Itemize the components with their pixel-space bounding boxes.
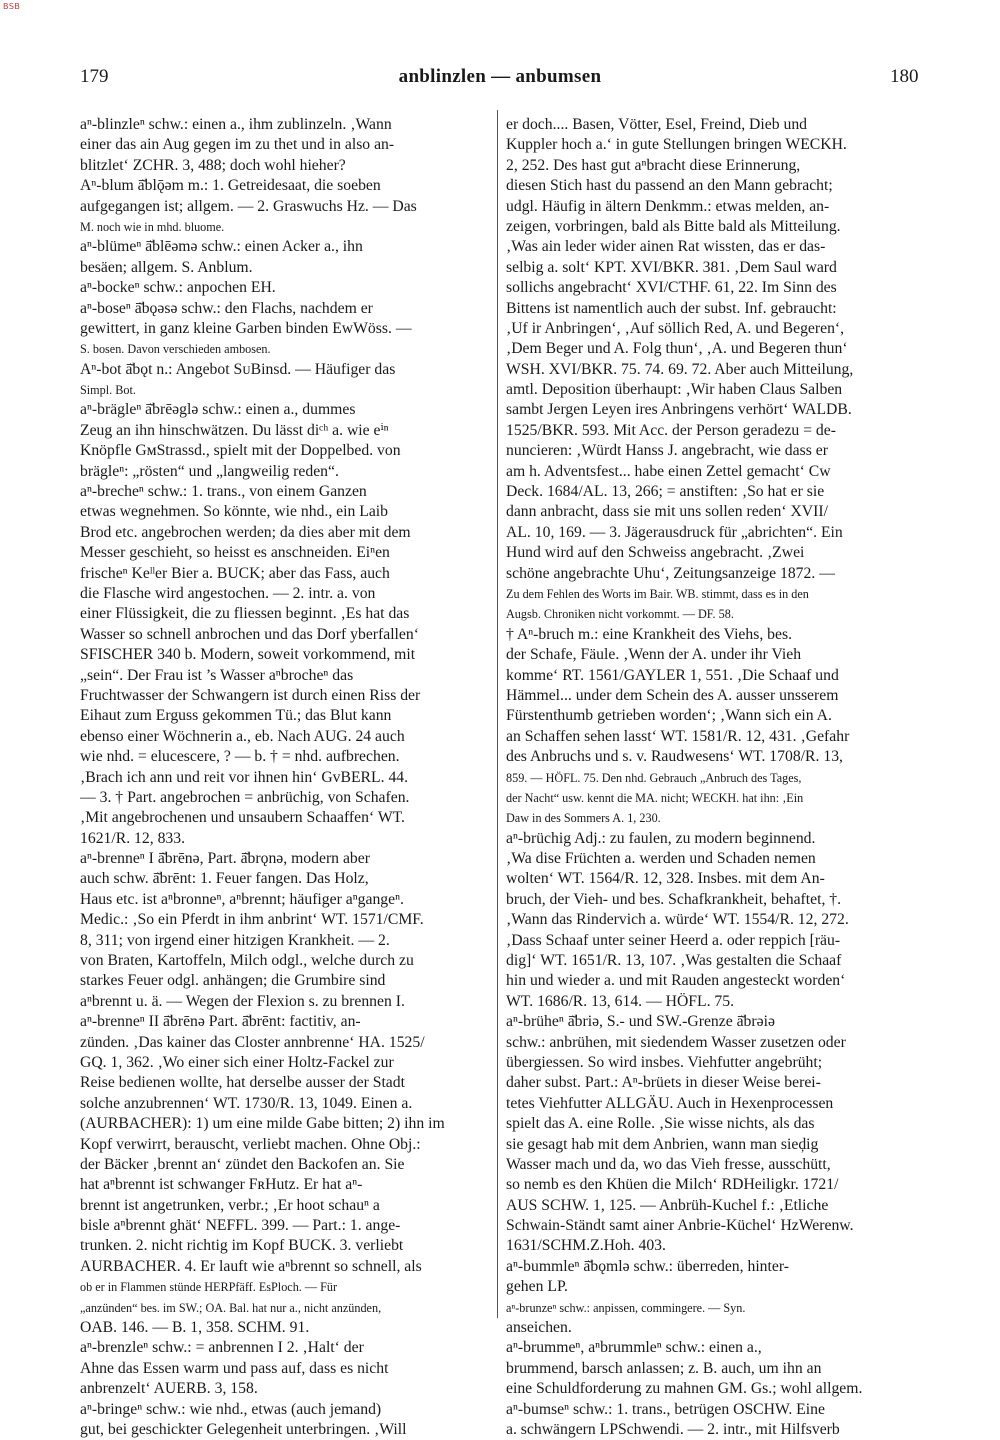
text-line: ‚Brach ich ann und reit vor ihnen hin‘ GvBERL. 44. xyxy=(80,768,409,786)
text-line: aⁿ-brüchig Adj.: zu faulen, zu modern beginnend. xyxy=(506,829,816,847)
text-line: blitzlet‘ ZCHR. 3, 488; doch wohl hieher? xyxy=(80,156,346,174)
text-line: M. noch wie in mhd. bluome. xyxy=(80,219,225,234)
text-line: schöne angebrachte Uhu‘, Zeitungsanzeige 1872. — xyxy=(506,564,835,582)
running-head: anblinzlen — anbumsen xyxy=(398,66,602,87)
text-line: Hämmel... under dem Schein des A. ausser unsserem xyxy=(506,686,839,704)
text-line: GQ. 1, 362. ‚Wo einer sich einer Holtz-Fackel zur xyxy=(80,1053,394,1071)
text-line: brägleⁿ: „rösten“ und „langweilig reden“. xyxy=(80,462,339,480)
text-line: gut, bei geschickter Gelegenheit unterbringen. ‚Will xyxy=(80,1421,407,1438)
text-line: diesen Stich hast du passend an den Mann gebracht; xyxy=(506,177,833,195)
text-line: am h. Adventsfest... habe einen Zettel gemacht‘ Cw xyxy=(506,462,831,480)
text-line: eine Schuldforderung zu mahnen GM. Gs.; wohl allgem. xyxy=(506,1380,863,1398)
text-line: 8, 311; von irgend einer hitzigen Krankheit. — 2. xyxy=(80,931,390,949)
text-line: ‚Uf ir Anbringen‘, ‚Auf söllich Red, A. und Begeren‘, xyxy=(506,319,845,337)
text-line: AUS SCHW. 1, 125. — Anbrüh-Kuchel f.: ‚Etliche xyxy=(506,1196,829,1214)
text-line: brennt ist angetrunken, verbr.; ‚Er hoot schauⁿ a xyxy=(80,1196,380,1214)
text-line: „anzünden“ bes. im SW.; OA. Bal. hat nur a., nicht anzünden, xyxy=(80,1300,382,1315)
text-line: aⁿ-blümeⁿ ā̆blēəmə schw.: einen Acker a., ihn xyxy=(80,238,363,256)
text-line: solche anzubrennen‘ WT. 1730/R. 13, 1049. Einen a. xyxy=(80,1094,413,1112)
column-divider xyxy=(497,110,498,1318)
text-line: Schwain-Ständt samt ainer Anbrie-Küchel‘ HzWerenw. xyxy=(506,1217,854,1235)
right-column xyxy=(506,115,922,1440)
text-line: † Aⁿ-bruch m.: eine Krankheit des Viehs, bes. xyxy=(506,625,793,643)
text-line: anbrenzelt‘ AUERB. 3, 158. xyxy=(80,1380,258,1398)
text-line: aⁿ-brunzeⁿ schw.: anpissen, commingere. — Syn. xyxy=(506,1300,746,1315)
text-line: Kopf verwirrt, berauscht, verliebt machen. Ohne Obj.: xyxy=(80,1135,421,1153)
text-line: einer Flüssigkeit, die zu fliessen beginnt. ‚Es hat das xyxy=(80,605,410,623)
text-line: bruch, der Vieh- und bes. Schafkrankheit, behaftet, †. xyxy=(506,890,842,908)
text-line: Deck. 1684/AL. 13, 266; = anstiften: ‚So hat er sie xyxy=(506,483,825,501)
text-line: trunken. 2. nicht richtig im Kopf BUCK. 3. verliebt xyxy=(80,1237,404,1255)
text-line: Simpl. Bot. xyxy=(80,383,136,398)
text-line: Zeug an ihn hinschwätzen. Du lässt diᶜʰ a. wie eⁱⁿ xyxy=(80,421,389,439)
text-line: Medic.: ‚So ein Pferdt in ihm anbrint‘ WT. 1571/CMF. xyxy=(80,911,424,929)
text-line: so nemb es den Khüen die Milch‘ RDHeiligkr. 1721/ xyxy=(506,1176,839,1194)
text-line: Hund wird auf den Schweiss angebracht. ‚Zwei xyxy=(506,544,805,562)
text-line: ‚Dass Schaaf unter seiner Heerd a. oder reppich [räu- xyxy=(506,931,841,949)
text-line: a. schwängern LPSchwendi. — 2. intr., mit Hilfsverb xyxy=(506,1421,840,1438)
text-line: etwas wegnehmen. So könnte, wie nhd., ein Laib xyxy=(80,503,389,521)
text-line: aⁿ-boseⁿ ā̆bǫəsə schw.: den Flachs, nachdem er xyxy=(80,299,373,317)
text-line: Brod etc. angebrochen werden; da dies aber mit dem xyxy=(80,523,411,541)
text-line: ebenso einer Wöchnerin a., eb. Nach AUG. 24 auch xyxy=(80,727,405,745)
left-column xyxy=(80,115,496,1440)
text-line: Wasser mach und da, wo das Vieh fresse, ausschütt, xyxy=(506,1155,831,1173)
text-line: selbig a. solt‘ KPT. XVI/BKR. 381. ‚Dem Saul ward xyxy=(506,258,837,276)
text-line: anseichen. xyxy=(506,1319,572,1337)
text-line: Knöpfle GмStrassd., spielt mit der Doppelbed. von xyxy=(80,442,401,460)
text-line: tetes Viehfutter ALLGÄU. Auch in Hexenprocessen xyxy=(506,1094,834,1112)
text-line: aⁿ-brummeⁿ, aⁿbrummleⁿ schw.: einen a., xyxy=(506,1339,762,1357)
text-line: ‚Dem Beger und A. Folg thun‘, ‚A. und Begeren thun‘ xyxy=(506,340,848,358)
text-line: wie nhd. = elucescere, ? — b. † = nhd. aufbrechen. xyxy=(80,748,400,766)
text-line: schw.: anbrühen, mit siedendem Wasser zusetzen oder xyxy=(506,1033,846,1051)
text-line: Messer geschieht, so heisst es anschneiden. Eiⁿen xyxy=(80,544,390,562)
text-line: er doch.... Basen, Vötter, Esel, Freind, Dieb und xyxy=(506,116,808,133)
text-line: — 3. † Part. angebrochen = anbrüchig, von Schafen. xyxy=(80,788,410,806)
text-line: hin und wieder a. und mit Rauden angesteckt worden‘ xyxy=(506,972,846,990)
text-line: aⁿ-brenneⁿ I ā̆brēnə, Part. ā̆brǫnə, modern aber xyxy=(80,850,370,868)
text-line: dig]‘ WT. 1651/R. 13, 107. ‚Was gestalten die Schaaf xyxy=(506,952,842,970)
text-line: hat aⁿbrennt ist schwanger FʀHutz. Er hat aⁿ- xyxy=(80,1176,363,1194)
text-line: ‚Was ain leder wider ainen Rat wissten, das er das- xyxy=(506,238,826,256)
text-line: aⁿ-brenzleⁿ schw.: = anbrennen I 2. ‚Halt‘ der xyxy=(80,1339,364,1357)
text-line: AL. 10, 169. — 3. Jägerausdruck für „abrichten“. Ein xyxy=(506,523,843,541)
text-line: Augsb. Chroniken nicht vorkommt. — DF. 58. xyxy=(506,607,734,622)
text-line: 859. — HÖFL. 75. Den nhd. Gebrauch „Anbruch des Tages, xyxy=(506,770,802,785)
text-line: udgl. Häufig in ältern Denkmm.: etwas melden, an- xyxy=(506,197,830,215)
text-line: AURBACHER. 4. Er lauft wie aⁿbrennt so schnell, als xyxy=(80,1257,422,1275)
text-line: aⁿ-brüheⁿ ā̆briə, S.- und SW.-Grenze ā̆brəiə xyxy=(506,1013,775,1031)
text-line: Zu dem Fehlen des Worts im Bair. WB. stimmt, dass es in den xyxy=(506,586,809,601)
text-line: 2, 252. Des hast gut aⁿbracht diese Erinnerung, xyxy=(506,156,801,174)
text-line: besäen; allgem. S. Anblum. xyxy=(80,258,253,276)
text-line: Fürstenthumb getrieben worden‘; ‚Wann sich ein A. xyxy=(506,707,832,725)
text-line: ‚Wa dise Früchten a. werden und Schaden nemen xyxy=(506,850,816,868)
text-line: dann anbracht, dass sie mit uns sollen reden‘ XVII/ xyxy=(506,503,828,521)
text-line: aufgegangen ist; allgem. — 2. Graswuchs Hz. — Das xyxy=(80,197,417,215)
text-line: amtl. Deposition überhaupt: ‚Wir haben Claus Salben xyxy=(506,381,843,399)
text-line: (AURBACHER): 1) um eine milde Gabe bitten; 2) ihn im xyxy=(80,1115,445,1133)
library-stamp: BSB xyxy=(3,2,21,11)
text-line: spielt das A. eine Rolle. ‚Sie wisse nichts, als das xyxy=(506,1115,815,1133)
text-line: frischeⁿ Keˡˡer Bier a. BUCK; aber das Fass, auch xyxy=(80,564,390,582)
text-line: Ahne das Essen warm und pass auf, dass es nicht xyxy=(80,1359,389,1377)
text-line: des Anbruchs und s. v. Raudwesens‘ WT. 1708/R. 13, xyxy=(506,748,843,766)
text-line: ‚Wann das Rindervich a. würde‘ WT. 1554/R. 12, 272. xyxy=(506,911,849,929)
text-line: komme‘ RT. 1561/GAYLER 1, 551. ‚Die Schaaf und xyxy=(506,666,839,684)
text-line: der Nacht“ usw. kennt die MA. nicht; WECKH. hat ihn: ‚Ein xyxy=(506,790,804,805)
text-line: 1621/R. 12, 833. xyxy=(80,829,186,847)
text-line: sie gesagt hab mit dem Anbrien, wann man sieḑig xyxy=(506,1135,819,1153)
text-line: S. bosen. Davon verschieden ambosen. xyxy=(80,342,271,357)
text-line: Wasser so schnell anbrochen und das Dorf yberfallen‘ xyxy=(80,625,419,643)
text-line: starkes Feuer odgl. anhängen; die Grumbire sind xyxy=(80,972,386,990)
text-line: sollichs angebracht‘ XVI/CTHF. 61, 22. Im Sinn des xyxy=(506,279,837,297)
text-line: WSH. XVI/BKR. 75. 74. 69. 72. Aber auch Mitteilung, xyxy=(506,360,854,378)
text-line: von Braten, Kartoffeln, Milch odgl., welche durch zu xyxy=(80,952,414,970)
text-line: aⁿ-brägleⁿ ā̆brēəglə schw.: einen a., dummes xyxy=(80,401,356,419)
text-line: Daw in des Sommers A. 1, 230. xyxy=(506,811,661,826)
text-line: zünden. ‚Das kainer das Closter annbrenne‘ HA. 1525/ xyxy=(80,1033,425,1051)
text-line: 1631/SCHM.Z.Hoh. 403. xyxy=(506,1237,666,1255)
text-line: 1525/BKR. 593. Mit Acc. der Person geradezu = de- xyxy=(506,421,836,439)
text-line: der Schafe, Fäule. ‚Wenn der A. under ihr Vieh xyxy=(506,646,802,664)
text-line: „sein“. Der Frau ist ’s Wasser aⁿbrocheⁿ das xyxy=(80,666,354,684)
text-line: aⁿ-bumseⁿ schw.: 1. trans., betrügen OSCHW. Eine xyxy=(506,1400,825,1418)
text-line: Aⁿ-blum ā̆blǭəm m.: 1. Getreidesaat, die soeben xyxy=(80,177,381,195)
text-line: Kuppler hoch a.‘ in gute Stellungen bringen WECKH. xyxy=(506,136,847,154)
text-line: übergiessen. So wird insbes. Viehfutter angebrüht; xyxy=(506,1053,823,1071)
text-line: aⁿ-bringeⁿ schw.: wie nhd., etwas (auch jemand) xyxy=(80,1400,382,1418)
text-line: daher subst. Part.: Aⁿ-brüets in dieser Weise berei- xyxy=(506,1074,821,1092)
text-line: an Schaffen sehen lasst‘ WT. 1581/R. 12, 431. ‚Gefahr xyxy=(506,727,850,745)
text-line: OAB. 146. — B. 1, 358. SCHM. 91. xyxy=(80,1319,310,1337)
page-number-right: 180 xyxy=(890,66,919,87)
text-line: gewittert, in ganz kleine Garben binden EwWöss. — xyxy=(80,319,412,337)
text-line: WT. 1686/R. 13, 614. — HÖFL. 75. xyxy=(506,992,735,1010)
text-line: aⁿ-bummleⁿ ā̆bǫmlə schw.: überreden, hinter- xyxy=(506,1257,789,1275)
text-line: Haus etc. ist aⁿbronneⁿ, aⁿbrennt; häufiger aⁿgangeⁿ. xyxy=(80,890,404,908)
text-line: aⁿ-blinzleⁿ schw.: einen a., ihm zublinzeln. ‚Wann xyxy=(80,116,392,133)
text-line: Aⁿ-bot ā̆bǫt n.: Angebot SᴜBinsd. — Häufiger das xyxy=(80,360,396,378)
text-line: die Flasche wird angestochen. — 2. intr. a. von xyxy=(80,584,376,602)
text-line: der Bäcker ‚brennt an‘ zündet den Backofen an. Sie xyxy=(80,1155,405,1173)
page-number-left: 179 xyxy=(80,66,109,87)
text-line: brummend, barsch anlassen; z. B. auch, um ihn an xyxy=(506,1359,822,1377)
text-line: nuncieren: ‚Würdt Hanss J. angebracht, wie dass er xyxy=(506,442,828,460)
text-line: ‚Mit angebrochenen und unsaubern Schaaffen‘ WT. xyxy=(80,809,405,827)
text-line: SFISCHER 340 b. Modern, soweit vorkommend, mit xyxy=(80,646,416,664)
text-line: aⁿbrennt u. ä. — Wegen der Flexion s. zu brennen I. xyxy=(80,992,405,1010)
text-line: aⁿ-brenneⁿ II ā̆brēnə Part. ā̆brēnt: factitiv, an- xyxy=(80,1013,361,1031)
text-line: aⁿ-brecheⁿ schw.: 1. trans., von einem Ganzen xyxy=(80,483,367,501)
text-line: wolten‘ WT. 1564/R. 12, 328. Insbes. mit dem An- xyxy=(506,870,825,888)
text-line: aⁿ-bockeⁿ schw.: anpochen EH. xyxy=(80,279,276,297)
text-line: einer das ain Aug gegen im zu thet und in also an- xyxy=(80,136,395,154)
text-line: auch schw. ā̆brēnt: 1. Feuer fangen. Das Holz, xyxy=(80,870,369,888)
text-line: Eihaut zum Erguss gekommen Tü.; das Blut kann xyxy=(80,707,392,725)
text-line: Bittens ist namentlich auch der subst. Inf. gebraucht: xyxy=(506,299,837,317)
text-line: bisle aⁿbrennt ghät‘ NEFFL. 399. — Part.: 1. ange- xyxy=(80,1217,401,1235)
text-line: gehen LP. xyxy=(506,1278,568,1296)
text-line: ob er in Flammen stünde HERPfäff. EsPloch. — Für xyxy=(80,1280,338,1295)
text-line: zeigen, vorbringen, bald als Bitte bald als Mitteilung. xyxy=(506,217,841,235)
text-line: sambt Jergen Leyen ires Anbringens verhört‘ WALDB. xyxy=(506,401,852,419)
text-line: Fruchtwasser der Schwangern ist durch einen Riss der xyxy=(80,686,421,704)
text-line: Reise bedienen wollte, hat derselbe ausser der Stadt xyxy=(80,1074,405,1092)
